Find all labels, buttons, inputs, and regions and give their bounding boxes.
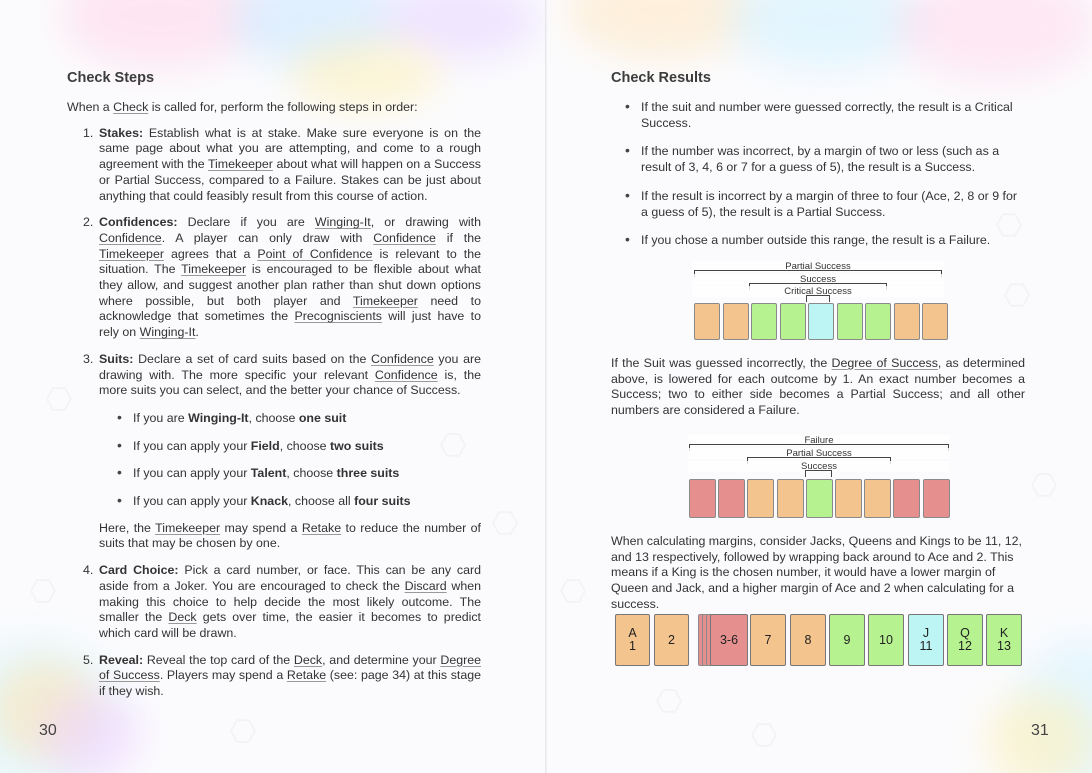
card-green [806, 479, 833, 518]
hexagon-decoration [560, 578, 586, 604]
step-item [67, 352, 481, 552]
card-label: 2 [668, 632, 675, 647]
margin-paragraph-wrap [611, 534, 1025, 613]
step-text: Here, the [99, 520, 156, 535]
bullet-term: Field [250, 438, 280, 453]
hexagon-decoration [1004, 282, 1030, 308]
partial-success-label: Partial Success [688, 448, 950, 459]
left-content [67, 70, 481, 700]
numbered-card [615, 614, 650, 666]
card-red [893, 479, 920, 518]
step-text: , or drawing with [370, 215, 481, 230]
card-value: 12 [958, 639, 972, 653]
card-orange [894, 303, 920, 340]
bullet-text: If you can apply your [133, 466, 251, 481]
card-orange [747, 479, 774, 518]
step-item [67, 563, 481, 642]
term: Degree of Success [831, 356, 938, 370]
intro-paragraph [67, 100, 481, 116]
book-spine [545, 0, 547, 773]
page-number: 30 [39, 722, 57, 739]
step-text: will just have to rely on [99, 309, 481, 340]
card-label: 3-6 [719, 632, 739, 647]
bullet-text: , choose all [287, 494, 355, 509]
step-number: 2. [83, 215, 94, 230]
card-red [923, 479, 950, 518]
step-text: when making this choice to help decide the most likely outcome. The smaller the [99, 578, 481, 625]
step-text: Reveal the top card of the [143, 652, 294, 667]
step-text: if the [435, 230, 481, 245]
term: Point of Confidence [257, 246, 373, 261]
card-green [751, 303, 777, 340]
margin-paragraph: When calculating margins, consider Jacks, Queens and Kings to be 11, 12, and 13 respectively, followed by wrapping back around to Ace and 2. This means if a King is the chosen number, it would have a lower margin of Queen and Jack, and a higher margin of Ace and 2 when calculating for a success. [611, 534, 1022, 611]
card-orange [777, 479, 804, 518]
incorrect-suit-diagram [688, 433, 950, 520]
step-text: Pick a card number, or face. This can be any card aside from a Joker. You are encouraged to check the [99, 563, 482, 593]
card-green [780, 303, 806, 340]
card-cyan [808, 303, 834, 340]
hexagon-decoration [230, 718, 256, 744]
card-value: 1 [629, 639, 636, 653]
hexagon-decoration [656, 688, 682, 714]
step-text: . Players may spend a [159, 668, 287, 683]
suits-after-paragraph [99, 521, 481, 552]
step-number: 3. [83, 351, 94, 366]
numbered-card [986, 614, 1022, 666]
partial-success-label: Partial Success [692, 261, 944, 272]
numbered-card [947, 614, 983, 666]
term: Confidence [373, 230, 436, 245]
watercolor-decoration [726, 0, 926, 70]
numbered-card [790, 614, 826, 666]
card-value: 11 [919, 639, 933, 653]
term: Timekeeper [207, 157, 273, 172]
success-range-diagram [692, 259, 944, 344]
step-text: agrees that a [163, 246, 258, 261]
suit-bullet [115, 466, 481, 482]
term: Timekeeper [352, 293, 418, 308]
card-red [689, 479, 716, 518]
step-title: Reveal: [99, 652, 144, 667]
steps-list [67, 126, 481, 700]
bullet-term: four suits [354, 494, 411, 509]
bullet-text: If you can apply your [133, 438, 251, 453]
step-item [67, 215, 481, 341]
para-text: , as determined above, is lowered for each outcome by 1. An exact number becomes a Success; two to either side becomes a Partial Success; and all other numbers are considered a Failure. [611, 356, 1026, 418]
card-label: Q [960, 626, 970, 640]
step-text: Establish what is at stake. Make sure everyone is on the same page about what you are attempting, and come to a rough agreement with the [99, 125, 481, 172]
term: Timekeeper [181, 262, 247, 277]
suit-bullet-list [115, 411, 481, 510]
step-number: 4. [83, 563, 94, 578]
card-green [837, 303, 863, 340]
bullet-text: If you can apply your [133, 494, 251, 509]
hexagon-decoration [751, 722, 777, 748]
card-label: 8 [804, 632, 812, 647]
numbered-card [750, 614, 786, 666]
term: Degree of Success [99, 652, 482, 683]
result-bullet-list [623, 100, 1025, 249]
failure-label: Failure [688, 435, 950, 446]
term: Retake [301, 520, 342, 535]
step-title: Confidences: [99, 215, 178, 230]
step-text: Declare if you are [177, 215, 315, 230]
card-label: K [999, 626, 1009, 640]
term: Retake [286, 668, 327, 683]
page-heading: Check Steps [67, 70, 155, 86]
bullet-term: Knack [250, 494, 288, 509]
step-number: 1. [83, 125, 94, 140]
term: Discard [404, 578, 447, 593]
term: Deck [293, 652, 323, 667]
intro-text: When a [67, 100, 114, 114]
hexagon-decoration [1031, 472, 1057, 498]
bullet-text: If you are [133, 410, 189, 425]
step-text: is relevant to the situation. The [99, 246, 482, 277]
card-label: 9 [843, 632, 851, 647]
numbered-card [829, 614, 865, 666]
numbered-card [908, 614, 944, 666]
numbered-card [868, 614, 904, 666]
bullet-text: , choose [279, 438, 330, 453]
critical-success-label: Critical Success [692, 286, 944, 297]
result-bullet: • If the result is incorrect by a margin of three to four (Ace, 2, 8 or 9 for a guess of 5), the result is a Partial Success. [623, 189, 1025, 220]
card-red [718, 479, 745, 518]
hexagon-decoration [30, 578, 56, 604]
suit-bullet [115, 411, 481, 427]
card-label: J [922, 626, 930, 640]
suit-paragraph [611, 356, 1025, 419]
term: Confidence [99, 230, 162, 245]
step-text: to reduce the number of suits that may be chosen by one. [99, 520, 481, 551]
suit-bullet [115, 494, 481, 510]
bullet-text: , choose [286, 466, 337, 481]
result-bullet: • If the suit and number were guessed correctly, the result is a Critical Success. [623, 100, 1025, 131]
term: Winging-It [314, 215, 371, 230]
hexagon-decoration [492, 510, 518, 536]
bullet-term: one suit [298, 410, 347, 425]
suit-paragraph-wrap [611, 356, 1025, 419]
step-text: Declare a set of card suits based on the [133, 351, 372, 366]
card-green [865, 303, 891, 340]
step-text: . [195, 325, 199, 340]
suit-bullet [115, 439, 481, 455]
card-orange [922, 303, 948, 340]
numbered-card [654, 614, 689, 666]
step-title: Suits: [99, 351, 134, 366]
step-text: need to acknowledge that sometimes the [99, 293, 481, 324]
term: Precogniscients [294, 309, 382, 324]
success-label: Success [692, 274, 944, 285]
bullet-text: , choose [248, 410, 299, 425]
card-orange [694, 303, 720, 340]
bullet-term: Winging-It [188, 410, 249, 425]
term: Timekeeper [155, 520, 221, 535]
step-text: (see: page 34) at this stage if they wish. [99, 668, 481, 699]
step-number: 5. [83, 652, 94, 667]
step-item [67, 126, 481, 205]
term: Winging-It [139, 325, 196, 340]
watercolor-decoration [60, 0, 260, 70]
step-title: Card Choice: [99, 563, 179, 578]
right-content [611, 70, 1025, 249]
step-text: may spend a [220, 520, 302, 535]
card-label: 10 [879, 632, 893, 647]
step-text: gets over time, the easier it becomes to predict which card will be drawn. [99, 610, 481, 640]
term: Deck [168, 610, 197, 625]
intro-text: is called for, perform the following steps in order: [148, 100, 418, 114]
card-wrap-diagram [615, 614, 1025, 668]
step-item [67, 653, 481, 700]
step-text: is, the more suits you can select, and the better your chance of Success. [99, 367, 481, 398]
numbered-card [710, 614, 748, 666]
card-label: 7 [764, 632, 772, 647]
page-number: 31 [1031, 722, 1049, 739]
card-orange [835, 479, 862, 518]
card-value: 13 [997, 639, 1011, 653]
result-bullet: • If you chose a number outside this range, the result is a Failure. [623, 233, 1025, 249]
term: Confidence [371, 351, 434, 366]
check-term: Check [113, 100, 149, 114]
result-bullet: • If the number was incorrect, by a margin of two or less (such as a result of 3, 4, 6 or 7 for a guess of 5), the result is a Success. [623, 144, 1025, 175]
right-page [546, 0, 1092, 773]
step-text: is encouraged to be flexible about what they allow, and suggest another plan rather than shut down options where possible, but both player and [99, 262, 481, 308]
bullet-term: Talent [250, 466, 287, 481]
term: Confidence [374, 367, 438, 382]
card-label: A [628, 626, 637, 640]
critical-success-bracket [806, 295, 830, 302]
success-label: Success [688, 461, 950, 472]
term: Timekeeper [99, 246, 164, 261]
card-orange [723, 303, 749, 340]
step-text: about what will happen on a Success or Partial Success, compared to a Failure. Stakes can be just about anything that could feasibly result from this course of action. [99, 157, 481, 203]
bullet-term: three suits [336, 466, 400, 481]
watercolor-decoration [896, 0, 1092, 80]
card-orange [864, 479, 891, 518]
step-text: . A player can only draw with [161, 230, 374, 245]
step-text: , and determine your [322, 652, 441, 667]
success-bracket [805, 470, 832, 477]
step-text: you are drawing with. The more specific your relevant [99, 351, 481, 382]
bullet-term: two suits [330, 438, 384, 453]
para-text: If the Suit was guessed incorrectly, the [611, 356, 832, 370]
page-heading: Check Results [611, 70, 711, 86]
step-title: Stakes: [99, 125, 144, 140]
